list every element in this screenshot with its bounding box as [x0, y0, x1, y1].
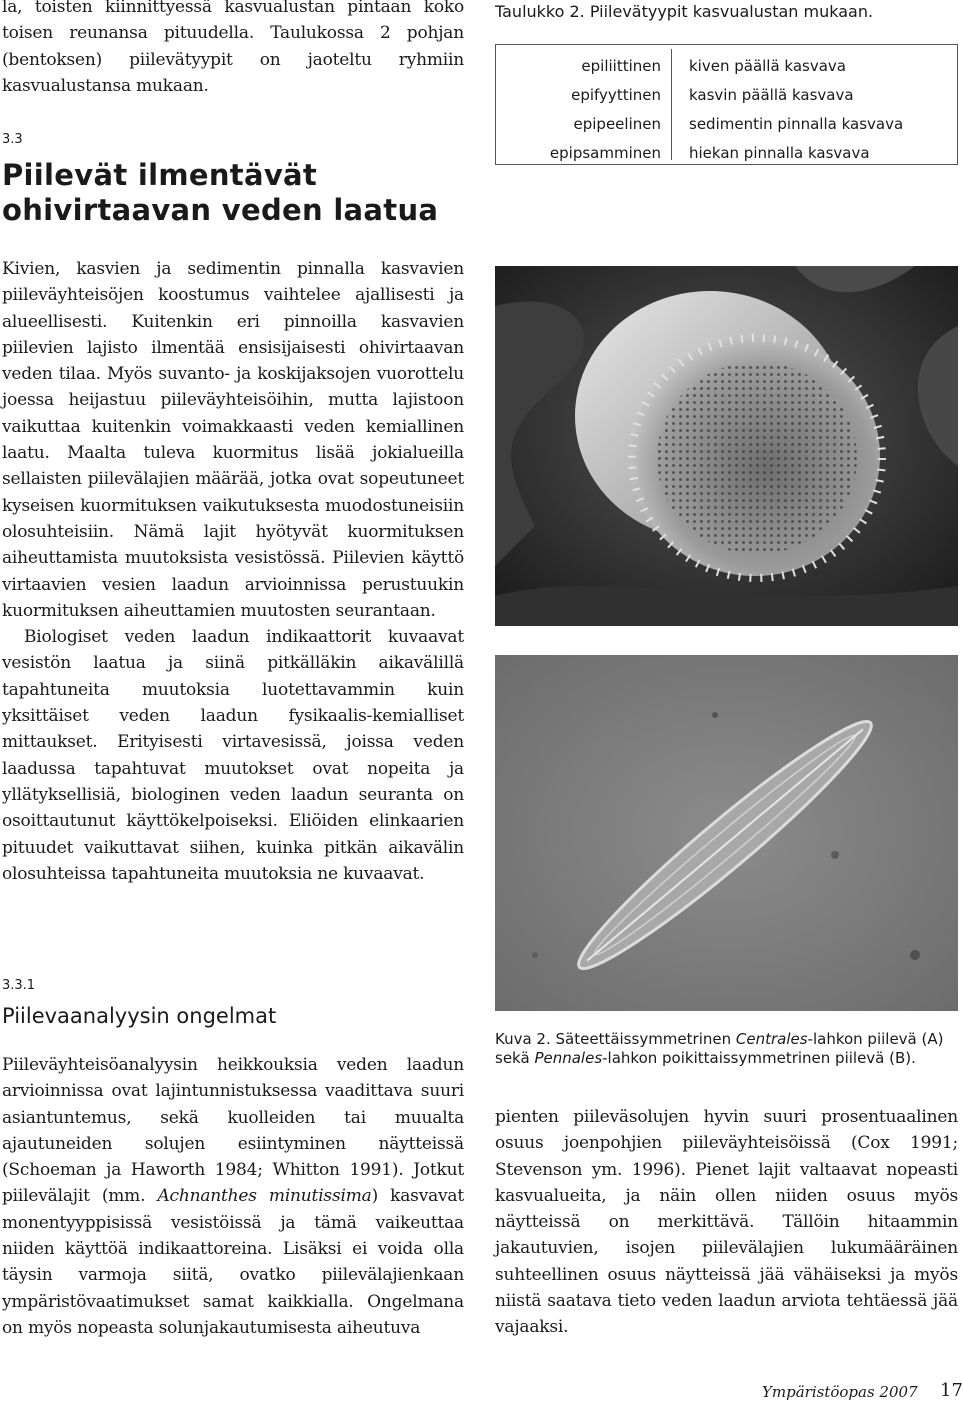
table-meaning: kiven päällä kasvava [689, 57, 847, 75]
subsection-body [2, 1052, 464, 1341]
table-term: epipeelinen [573, 115, 661, 133]
right-column-body [495, 1104, 958, 1341]
figure-caption [495, 1030, 958, 1068]
page-number: 17 [940, 1380, 963, 1401]
intro-paragraph-text: la, toisten kiinnittyessä kasvualustan pintaan koko toisen reunansa pituudella. Taulukossa 2 pohjan (bentoksen) piilevätyypit on jaoteltu ryhmiin kasvualustansa mukaan. [2, 0, 464, 96]
caption-middle: -lahkon piilevä (A) sekä [495, 1030, 944, 1067]
table-meaning: kasvin päällä kasvava [689, 86, 854, 104]
diatom-photo-centric [495, 266, 958, 626]
subsection-paragraph [2, 1052, 464, 1341]
table-term: epipsamminen [549, 144, 661, 162]
table-meaning: sedimentin pinnalla kasvava [689, 115, 904, 133]
diatom-photo-pennate [495, 655, 958, 1011]
subsection-title: Piilevaanalyysin ongelmat [2, 1004, 277, 1028]
table-meaning: hiekan pinnalla kasvava [689, 144, 870, 162]
species-name: Achnanthes minutissima [157, 1186, 372, 1207]
table-row [496, 53, 957, 82]
body-paragraph-2: Biologiset veden laadun indikaattorit kuvaavat vesistön laatua ja siinä pitkälläkin aikavälillä tapahtuneita muutoksia luotettavammin kuin yksittäiset veden laadun fysikaalis-kemialliset mittaukset. Erityisesti virtavesissä, joissa veden laadussa tapahtuvat muutokset ovat nopeita ja yllätyksellisiä, biologinen veden laadun seuranta on osoittautunut käyttökelpoiseksi. Eliöiden elinkaarien pituudet vaikuttavat siihen, kuinka pitkän aikavälin olosuhteissa tapahtuneita muutoksia ne kuvaavat. [2, 627, 464, 884]
section-title-line1: Piilevät ilmentävät [2, 158, 318, 192]
table-row [496, 140, 957, 169]
subsection-text-part2: ) kasvavat monentyyppisissä vesistöissä ja tämä vaikeuttaa niiden käyttöä indikaattoreina. Lisäksi ei voida olla täysin varmoja siitä, ovatko piilevälajienkaan ympäristövaatimukset samat kaikkialla. Ongelmana on myös nopeasta solunjakautumisesta aiheutuva [2, 1186, 465, 1338]
right-paragraph: pienten piileväsolujen hyvin suuri prosentuaalinen osuus joenpohjien piileväyhteisöissä (Cox 1991; Stevenson ym. 1996). Pienet lajit valtaavat nopeasti kasvualueita, ja näin ollen niiden osuus myös näytteissä on merkittävä. Tällöin hitaammin jakautuvien, isojen piilevälajien lukumääräinen suhteellinen osuus näytteissä jää vähäiseksi ja myös niistä saatava tieto veden laadun arviota tehtäessä jää vajaaksi. [495, 1107, 958, 1338]
substrate-table [495, 44, 958, 165]
table-row [496, 111, 957, 140]
intro-paragraph [2, 0, 464, 99]
caption-suffix: -lahkon poikittaissymmetrinen piilevä (B). [602, 1049, 916, 1067]
subsection-text-part1: Piileväyhteisöanalyysin heikkouksia veden laadun arvioinnissa ovat lajintunnistuksessa vaadittava suuri asiantuntemus, sekä kuolleiden tai muualta ajautuneiden solujen esiintyminen näytteissä (Schoeman ja Haworth 1984; Whitton 1991). Jotkut piilevälajit (mm. [2, 1055, 464, 1207]
section-title-line2: ohivirtaavan veden laatua [2, 193, 439, 227]
caption-italic-centrales: Centrales [735, 1030, 808, 1048]
caption-italic-pennales: Pennales [534, 1049, 603, 1067]
section-title [2, 158, 438, 228]
centric-diatom-illustration [495, 266, 958, 626]
table-term: epifyyttinen [571, 86, 661, 104]
footer-publication: Ympäristöopas 2007 [762, 1383, 918, 1401]
section-number: 3.3 [2, 132, 23, 147]
caption-prefix: Kuva 2. Säteettäissymmetrinen [495, 1030, 736, 1048]
main-body [2, 256, 464, 887]
table-caption: Taulukko 2. Piilevätyypit kasvualustan mukaan. [495, 2, 874, 21]
pennate-diatom-illustration [495, 655, 958, 1011]
body-paragraph-1: Kivien, kasvien ja sedimentin pinnalla kasvavien piileväyhteisöjen koostumus vaihtelee ajallisesti ja alueellisesti. Kuitenkin eri pinnoilla kasvavien piilevien lajisto ilmentää ensisijaisesti ohivirtaavan veden tilaa. Myös suvanto- ja koskijaksojen vuorottelu joessa heijastuu piileväyhteisöihin, mutta lajistoon vaikuttaa kuitenkin voimakkaasti veden kemiallinen laatu. Maalta tuleva kuormitus lisää jokialueilla sellaisten piilevälajien määrää, jotka ovat sopeutuneet kyseisen kuormituksen vaikutuksesta muodostuneisiin olosuhteisiin. Nämä lajit hyötyvät kuormituksen aiheuttamista muutoksista vesistössä. Piilevien käyttö virtaavien vesien laadun arvioinnissa perustuukin kuormituksen aiheuttamien muutosten seurantaan. [2, 259, 464, 621]
table-row [496, 82, 957, 111]
table-term: epiliittinen [581, 57, 661, 75]
subsection-number: 3.3.1 [2, 978, 36, 993]
